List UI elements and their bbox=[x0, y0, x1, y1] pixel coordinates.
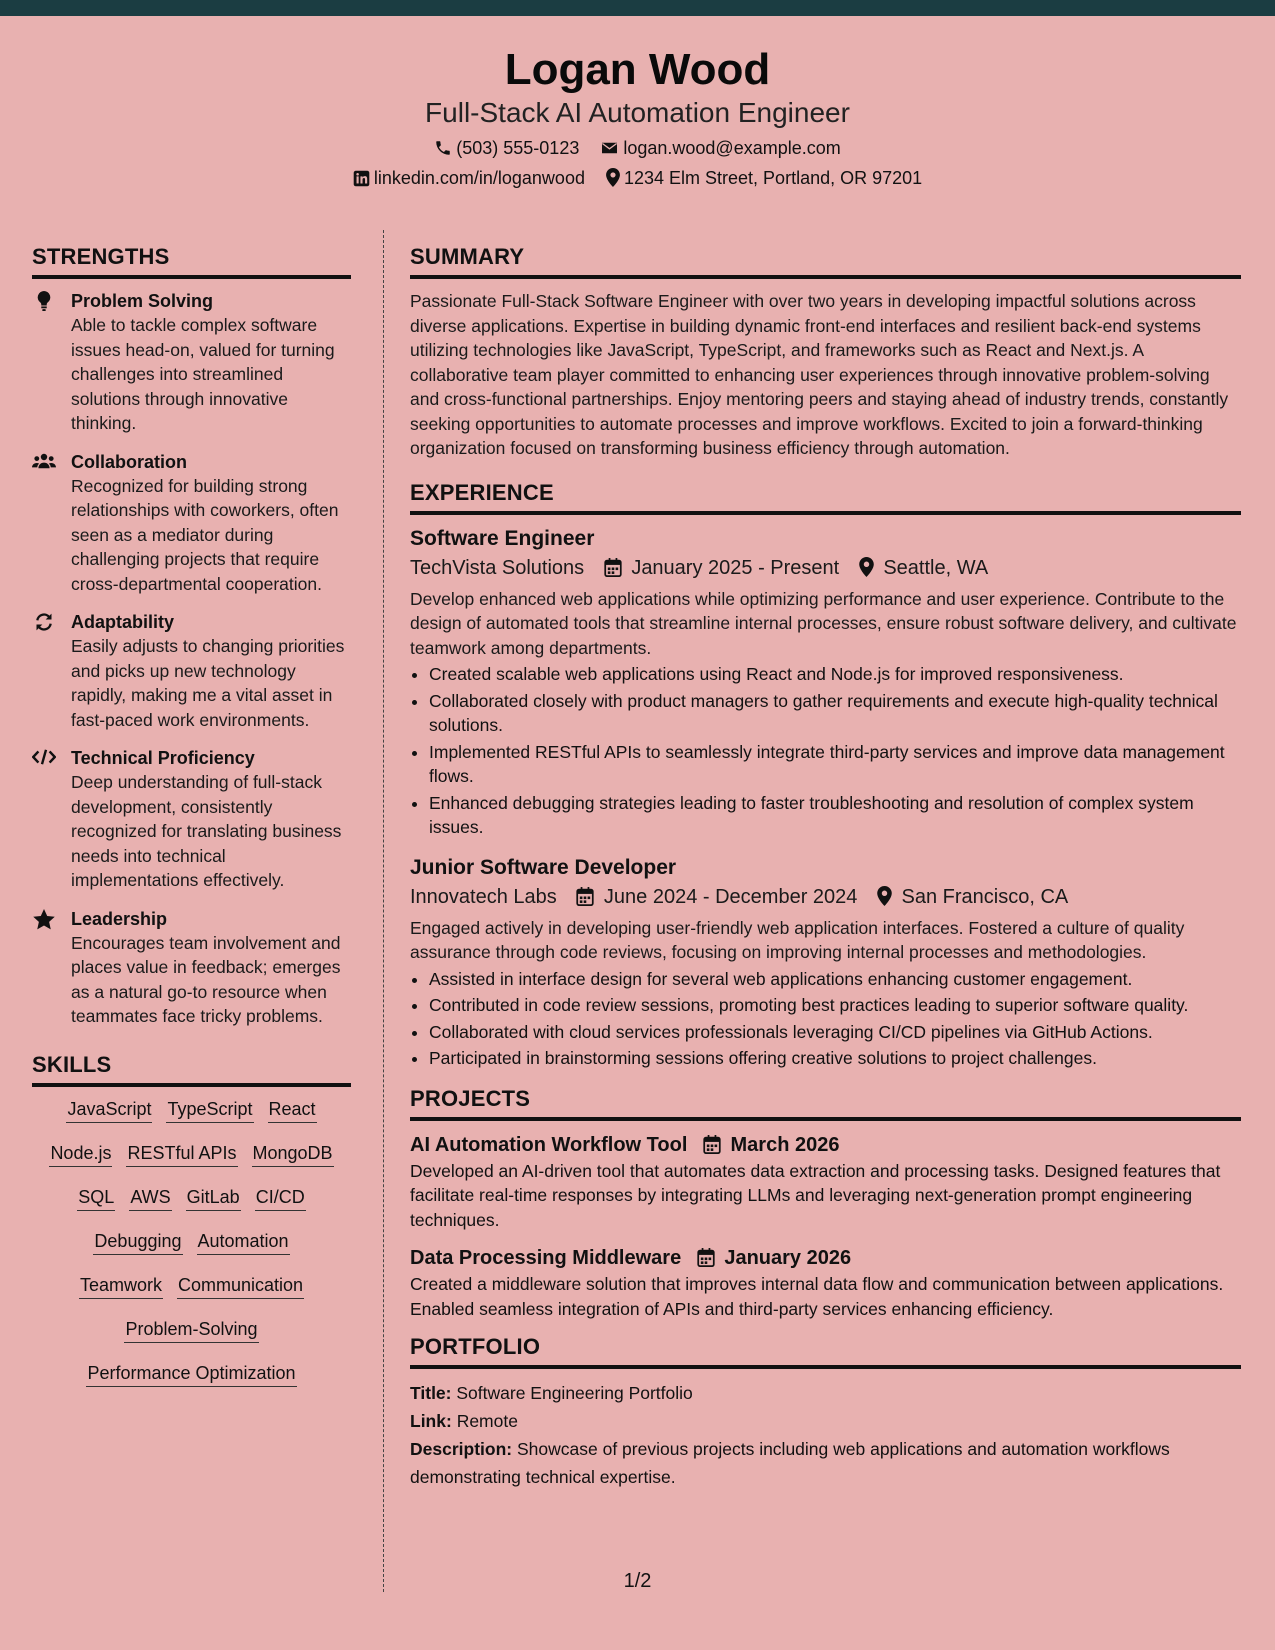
job-bullet: • Collaborated with cloud services professionals leveraging CI/CD pipelines via GitHub Actions. bbox=[429, 1020, 1241, 1045]
job-entry bbox=[410, 854, 1241, 1071]
portfolio-link-line bbox=[410, 1407, 1241, 1435]
skill-row bbox=[32, 1273, 351, 1301]
strength-desc: Able to tackle complex software issues head-on, valued for turning challenges into streamlined solutions through innovative thinking. bbox=[71, 315, 335, 433]
skill-row bbox=[32, 1097, 351, 1125]
summary-heading: SUMMARY bbox=[410, 243, 1241, 279]
job-bullets bbox=[429, 967, 1241, 1071]
job-dates bbox=[576, 882, 857, 912]
skills-list bbox=[32, 1097, 351, 1389]
skill-tag: Node.js bbox=[49, 1141, 112, 1167]
skill-tag: TypeScript bbox=[166, 1097, 253, 1123]
contact-row-2 bbox=[0, 166, 1275, 190]
skill-tag: Automation bbox=[197, 1229, 290, 1255]
page-number: 1/2 bbox=[623, 1570, 652, 1592]
linkedin-text: linkedin.com/in/loganwood bbox=[373, 168, 585, 188]
right-column bbox=[410, 243, 1241, 1491]
job-dates-text: January 2025 - Present bbox=[631, 556, 840, 579]
calendar-icon bbox=[604, 558, 622, 577]
job-location bbox=[877, 882, 1068, 912]
portfolio-description-line bbox=[410, 1435, 1241, 1491]
users-icon bbox=[32, 452, 56, 475]
skill-tag: Problem-Solving bbox=[124, 1317, 258, 1343]
address-text: 1234 Elm Street, Portland, OR 97201 bbox=[623, 168, 923, 188]
calendar-icon bbox=[576, 887, 594, 906]
strength-item bbox=[32, 907, 351, 1029]
strengths-heading: STRENGTHS bbox=[32, 243, 351, 279]
lightbulb-icon bbox=[32, 291, 56, 316]
job-bullet: • Participated in brainstorming sessions offering creative solutions to project challenges. bbox=[429, 1046, 1241, 1071]
project-date bbox=[697, 1247, 851, 1269]
portfolio-title: Software Engineering Portfolio bbox=[456, 1383, 693, 1403]
skill-row bbox=[32, 1361, 351, 1389]
project-title-row bbox=[410, 1131, 1241, 1159]
email-text: logan.wood@example.com bbox=[623, 138, 841, 158]
strength-title: Adaptability bbox=[71, 612, 175, 632]
project-entry bbox=[410, 1131, 1241, 1233]
job-entry bbox=[410, 525, 1241, 840]
code-icon bbox=[32, 748, 56, 771]
map-marker-icon bbox=[606, 168, 620, 187]
project-title-row bbox=[410, 1244, 1241, 1272]
project-description: Developed an AI-driven tool that automates data extraction and processing tasks. Designed features that facilitate real-time responses by integrating LLMs and leveraging next-generation prompt engineering techniques. bbox=[410, 1160, 1221, 1230]
skill-tag: JavaScript bbox=[66, 1097, 152, 1123]
portfolio-description: Showcase of previous projects including web applications and automation workflows demonstrating technical expertise. bbox=[410, 1439, 1170, 1487]
envelope-icon bbox=[600, 139, 619, 157]
skills-heading: SKILLS bbox=[32, 1051, 351, 1087]
map-marker-icon bbox=[877, 886, 892, 906]
skill-row bbox=[32, 1229, 351, 1257]
summary-text: Passionate Full-Stack Software Engineer with over two years in developing impactful solutions across diverse applications. Expertise in building dynamic front-end interfaces and resilient back-end systems utilizing technologies like JavaScript, TypeScript, and frameworks such as React and Next.js. A collaborative team player committed to enhancing user experiences through innovative problem-solving and cross-functional partnerships. Enjoy mentoring peers and staying ahead of industry trends, constantly seeking opportunities to automate processes and improve workflows. Excited to join a forward-thinking organization focused on transforming business efficiency through automation. bbox=[410, 291, 1229, 458]
skill-tag: Debugging bbox=[93, 1229, 182, 1255]
skill-row bbox=[32, 1141, 351, 1169]
project-title: AI Automation Workflow Tool bbox=[410, 1133, 688, 1156]
project-description: Created a middleware solution that improves internal data flow and communication between applications. Enabled seamless integration of APIs and third-party services enhancing efficiency. bbox=[410, 1274, 1224, 1319]
portfolio-link: Remote bbox=[456, 1411, 518, 1431]
job-meta bbox=[410, 882, 1241, 912]
linkedin-contact bbox=[353, 166, 585, 190]
linkedin-icon bbox=[353, 170, 370, 187]
strength-title: Collaboration bbox=[71, 451, 187, 472]
project-date-text: January 2026 bbox=[724, 1247, 852, 1269]
calendar-icon bbox=[703, 1135, 721, 1154]
skill-tag: RESTful APIs bbox=[126, 1141, 237, 1167]
phone-text: (503) 555-0123 bbox=[456, 138, 580, 158]
address-contact bbox=[606, 166, 922, 190]
portfolio-heading: PORTFOLIO bbox=[410, 1333, 1241, 1369]
strength-desc: Easily adjusts to changing priorities and picks up new technology rapidly, making me a vital asset in fast-paced work environments. bbox=[71, 636, 345, 730]
left-column bbox=[32, 243, 351, 1405]
contact-row-1 bbox=[0, 136, 1275, 160]
skill-row bbox=[32, 1317, 351, 1345]
experience-heading: EXPERIENCE bbox=[410, 479, 1241, 515]
job-location-text: San Francisco, CA bbox=[901, 885, 1069, 908]
job-bullets bbox=[429, 662, 1241, 840]
project-date bbox=[703, 1134, 840, 1156]
skill-tag: GitLab bbox=[186, 1185, 241, 1211]
skill-tag: SQL bbox=[77, 1185, 115, 1211]
skill-tag: CI/CD bbox=[255, 1185, 306, 1211]
job-bullet: • Collaborated closely with product managers to gather requirements and execute high-quality technical solutions. bbox=[429, 689, 1241, 738]
skill-tag: MongoDB bbox=[252, 1141, 334, 1167]
job-bullet: • Implemented RESTful APIs to seamlessly integrate third-party services and improve data management flows. bbox=[429, 740, 1241, 789]
skill-tag: AWS bbox=[129, 1185, 171, 1211]
strength-title: Technical Proficiency bbox=[71, 748, 255, 768]
job-company: Innovatech Labs bbox=[410, 885, 557, 908]
skill-tag: React bbox=[268, 1097, 317, 1123]
strength-title: Problem Solving bbox=[71, 291, 214, 311]
skill-tag: Communication bbox=[177, 1273, 304, 1299]
projects-heading: PROJECTS bbox=[410, 1085, 1241, 1121]
email-contact bbox=[600, 136, 840, 160]
job-location bbox=[859, 553, 988, 583]
job-meta bbox=[410, 553, 1241, 583]
candidate-name: Logan Wood bbox=[504, 45, 771, 94]
strength-desc: Deep understanding of full-stack development, consistently recognized for translating business needs into technical implementations effectively. bbox=[71, 772, 342, 890]
star-icon bbox=[32, 909, 56, 935]
strength-item bbox=[32, 610, 351, 732]
portfolio-link-label: Link: bbox=[410, 1411, 452, 1431]
calendar-icon bbox=[697, 1248, 715, 1267]
sync-icon bbox=[32, 612, 56, 637]
job-dates bbox=[604, 553, 839, 583]
project-title: Data Processing Middleware bbox=[410, 1247, 682, 1269]
strength-title: Leadership bbox=[71, 908, 168, 929]
phone-icon bbox=[434, 139, 452, 157]
job-description: Develop enhanced web applications while optimizing performance and user experience. Contribute to the design of automated tools that streamline internal processes, ensure robust software delivery, and cultivate teamwork among departments. bbox=[410, 588, 1237, 658]
job-location-text: Seattle, WA bbox=[883, 556, 989, 579]
map-marker-icon bbox=[859, 557, 874, 577]
strength-item bbox=[32, 450, 351, 597]
job-bullet: • Contributed in code review sessions, promoting best practices leading to superior software quality. bbox=[429, 993, 1241, 1018]
project-date-text: March 2026 bbox=[730, 1133, 840, 1156]
top-accent-bar bbox=[0, 0, 1275, 16]
skill-tag: Teamwork bbox=[79, 1273, 163, 1299]
job-bullet: • Created scalable web applications using React and Node.js for improved responsiveness. bbox=[429, 662, 1241, 687]
job-bullet: • Assisted in interface design for several web applications enhancing customer engagement. bbox=[429, 967, 1241, 992]
strength-desc: Encourages team involvement and places value in feedback; emerges as a natural go-to resource when teammates face tricky problems. bbox=[71, 932, 341, 1026]
job-company: TechVista Solutions bbox=[410, 556, 585, 579]
job-description: Engaged actively in developing user-friendly web application interfaces. Fostered a culture of quality assurance through code reviews, focusing on improving internal processes and methodologies. bbox=[410, 917, 1185, 962]
column-divider bbox=[383, 230, 384, 1592]
candidate-title: Full-Stack AI Automation Engineer bbox=[425, 97, 850, 128]
strength-item bbox=[32, 746, 351, 893]
project-entry bbox=[410, 1244, 1241, 1321]
skill-tag: Performance Optimization bbox=[86, 1361, 296, 1387]
job-dates-text: June 2024 - December 2024 bbox=[603, 885, 858, 908]
portfolio-description-label: Description: bbox=[410, 1439, 513, 1459]
job-title: Junior Software Developer bbox=[410, 855, 677, 879]
strength-desc: Recognized for building strong relationships with coworkers, often seen as a mediator during challenging projects that require cross-departmental cooperation. bbox=[71, 475, 339, 594]
job-bullet: • Enhanced debugging strategies leading to faster troubleshooting and resolution of complex system issues. bbox=[429, 791, 1241, 840]
portfolio-title-line bbox=[410, 1379, 1241, 1407]
skill-row bbox=[32, 1185, 351, 1213]
strength-item bbox=[32, 289, 351, 436]
job-title: Software Engineer bbox=[410, 526, 595, 550]
resume-header bbox=[0, 16, 1275, 204]
portfolio-title-label: Title: bbox=[410, 1383, 452, 1403]
phone-contact bbox=[434, 136, 579, 160]
